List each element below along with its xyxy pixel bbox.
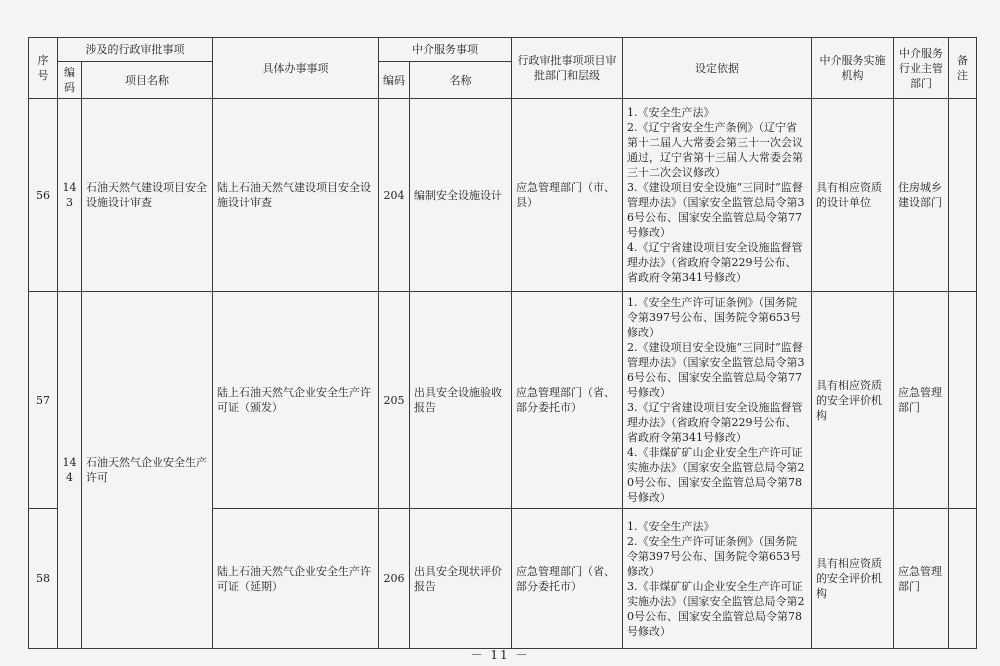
row-basis [623, 292, 812, 509]
row-basis [623, 99, 812, 292]
row-agency: 具有相应资质的设计单位 [812, 99, 894, 292]
row-code: 144 [58, 292, 82, 649]
row-specific-item: 陆上石油天然气企业安全生产许可证（延期） [213, 509, 379, 649]
header-seq: 序号 [29, 38, 58, 99]
header-service-group: 中介服务事项 [379, 38, 512, 62]
basis-item: 2.《建设项目安全设施“三同时”监督管理办法》（国家安全监管总局令第36号公布、国家安全监管总局令第77号修改） [627, 341, 805, 399]
basis-item: 3.《辽宁省建设项目安全设施监督管理办法》（省政府令第229号公布、省政府令第341号修改） [627, 401, 803, 444]
table-row [29, 292, 977, 509]
row-service-code: 204 [379, 99, 410, 292]
table-row [29, 99, 977, 292]
row-dept-level: 应急管理部门（省、部分委托市） [512, 292, 623, 509]
row-item-name: 石油天然气企业安全生产许可 [82, 292, 213, 649]
header-code: 编码 [58, 62, 82, 99]
row-specific-item: 陆上石油天然气建设项目安全设施设计审查 [213, 99, 379, 292]
approval-table [28, 37, 977, 649]
header-basis: 设定依据 [623, 38, 812, 99]
basis-item: 2.《辽宁省安全生产条例》（辽宁省第十二届人大常委会第三十一次会议通过，辽宁省第十三届人大常委会第三十二次会议修改） [627, 121, 803, 179]
header-service-code: 编码 [379, 62, 410, 99]
header-dept-level: 行政审批事项项目审批部门和层级 [512, 38, 623, 99]
basis-item: 2.《安全生产许可证条例》（国务院令第397号公布、国务院令第653号修改） [627, 534, 801, 578]
header-agency: 中介服务实施机构 [812, 38, 894, 99]
row-regulator: 住房城乡建设部门 [894, 99, 949, 292]
row-regulator: 应急管理部门 [894, 292, 949, 509]
row-dept-level: 应急管理部门（省、部分委托市） [512, 509, 623, 649]
row-service-name: 出具安全设施验收报告 [410, 292, 512, 509]
basis-item: 4.《辽宁省建设项目安全设施监督管理办法》（省政府令第229号公布、省政府令第341号修改） [627, 241, 803, 284]
basis-item: 3.《非煤矿矿山企业安全生产许可证实施办法》（国家安全监管总局令第20号公布、国家安全监管总局令第78号修改） [627, 579, 805, 638]
row-seq: 58 [29, 509, 58, 649]
basis-item: 3.《建设项目安全设施“三同时”监督管理办法》（国家安全监管总局令第36号公布、国家安全监管总局令第77号修改） [627, 181, 805, 239]
row-agency: 具有相应资质的安全评价机构 [812, 509, 894, 649]
header-item-name: 项目名称 [82, 62, 213, 99]
row-seq: 57 [29, 292, 58, 509]
header-specific-item: 具体办事事项 [213, 38, 379, 99]
header-service-name: 名称 [410, 62, 512, 99]
document-page [28, 37, 976, 649]
row-service-code: 205 [379, 292, 410, 509]
row-specific-item: 陆上石油天然气企业安全生产许可证（颁发） [213, 292, 379, 509]
row-remark [949, 509, 977, 649]
row-agency: 具有相应资质的安全评价机构 [812, 292, 894, 509]
row-basis [623, 509, 812, 649]
row-remark [949, 292, 977, 509]
basis-item: 1.《安全生产法》 [627, 106, 715, 119]
row-service-name: 出具安全现状评价报告 [410, 509, 512, 649]
row-service-name: 编制安全设施设计 [410, 99, 512, 292]
basis-item: 4.《非煤矿矿山企业安全生产许可证实施办法》（国家安全监管总局令第20号公布、国家安全监管总局令第78号修改） [627, 446, 805, 504]
header-remark: 备注 [949, 38, 977, 99]
basis-item: 1.《安全生产许可证条例》（国务院令第397号公布、国务院令第653号修改） [627, 296, 801, 339]
row-code: 143 [58, 99, 82, 292]
row-seq: 56 [29, 99, 58, 292]
header-regulator: 中介服务行业主管部门 [894, 38, 949, 99]
page-number: － 11 － [470, 648, 530, 662]
header-row-1 [29, 38, 977, 62]
row-remark [949, 99, 977, 292]
row-dept-level: 应急管理部门（市、县） [512, 99, 623, 292]
header-approval-group: 涉及的行政审批事项 [58, 38, 213, 62]
basis-item: 1.《安全生产法》 [627, 519, 715, 533]
row-item-name: 石油天然气建设项目安全设施设计审查 [82, 99, 213, 292]
row-regulator: 应急管理部门 [894, 509, 949, 649]
row-service-code: 206 [379, 509, 410, 649]
